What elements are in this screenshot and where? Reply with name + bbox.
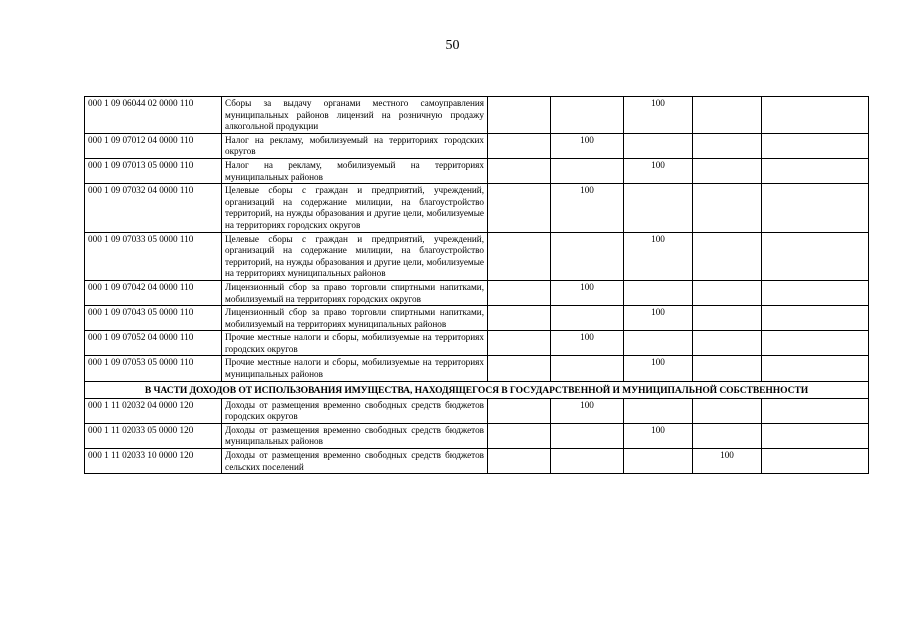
table-row [85, 158, 869, 183]
table-row [85, 331, 869, 356]
value-cell-empty [488, 398, 551, 423]
value-cell-rural-settlements [693, 423, 762, 448]
revenue-name-cell: Прочие местные налоги и сборы, мобилизуемые на территориях городских округов [222, 331, 488, 356]
value-cell-empty [488, 280, 551, 305]
value-cell-city-districts: 100 [551, 331, 624, 356]
value-cell-municipal-districts [624, 331, 693, 356]
budget-code-cell: 000 1 11 02033 05 0000 120 [85, 423, 222, 448]
value-cell-city-districts [551, 97, 624, 134]
value-cell-other [762, 133, 869, 158]
budget-code-cell: 000 1 09 07033 05 0000 110 [85, 232, 222, 280]
value-cell-empty [488, 158, 551, 183]
value-cell-municipal-districts: 100 [624, 423, 693, 448]
table-row [85, 280, 869, 305]
value-cell-empty [488, 97, 551, 134]
table-row [85, 306, 869, 331]
budget-code-cell: 000 1 09 07032 04 0000 110 [85, 184, 222, 232]
value-cell-city-districts [551, 449, 624, 474]
value-cell-other [762, 356, 869, 381]
value-cell-city-districts: 100 [551, 280, 624, 305]
value-cell-rural-settlements [693, 158, 762, 183]
value-cell-empty [488, 356, 551, 381]
value-cell-empty [488, 306, 551, 331]
table-row [85, 97, 869, 134]
revenue-name-cell: Доходы от размещения временно свободных средств бюджетов сельских поселений [222, 449, 488, 474]
value-cell-rural-settlements [693, 306, 762, 331]
value-cell-rural-settlements [693, 97, 762, 134]
value-cell-rural-settlements [693, 331, 762, 356]
section-header-row [85, 381, 869, 398]
value-cell-other [762, 449, 869, 474]
value-cell-municipal-districts: 100 [624, 232, 693, 280]
value-cell-other [762, 398, 869, 423]
value-cell-rural-settlements [693, 232, 762, 280]
value-cell-city-districts [551, 306, 624, 331]
revenue-name-cell: Доходы от размещения временно свободных средств бюджетов муниципальных районов [222, 423, 488, 448]
value-cell-rural-settlements [693, 398, 762, 423]
table-row [85, 398, 869, 423]
table-row [85, 232, 869, 280]
table-row [85, 449, 869, 474]
table-body-taxes [85, 97, 869, 382]
revenue-name-cell: Целевые сборы с граждан и предприятий, учреждений, организаций на содержание милиции, на благоустройство территорий, на нужды образования и другие цели, мобилизуемые на территориях муниципальных районов [222, 232, 488, 280]
revenue-name-cell: Сборы за выдачу органами местного самоуправления муниципальных районов лицензий на розничную продажу алкогольной продукции [222, 97, 488, 134]
value-cell-other [762, 280, 869, 305]
section-header: В ЧАСТИ ДОХОДОВ ОТ ИСПОЛЬЗОВАНИЯ ИМУЩЕСТВА, НАХОДЯЩЕГОСЯ В ГОСУДАРСТВЕННОЙ И МУНИЦИПАЛЬНОЙ СОБСТВЕННОСТИ [85, 381, 869, 398]
value-cell-empty [488, 449, 551, 474]
value-cell-empty [488, 423, 551, 448]
budget-code-cell: 000 1 09 06044 02 0000 110 [85, 97, 222, 134]
revenue-name-cell: Лицензионный сбор за право торговли спиртными напитками, мобилизуемый на территориях городских округов [222, 280, 488, 305]
value-cell-rural-settlements: 100 [693, 449, 762, 474]
value-cell-other [762, 97, 869, 134]
page-number: 50 [445, 38, 460, 53]
budget-code-cell: 000 1 09 07042 04 0000 110 [85, 280, 222, 305]
value-cell-municipal-districts [624, 184, 693, 232]
value-cell-other [762, 306, 869, 331]
value-cell-city-districts [551, 356, 624, 381]
value-cell-city-districts [551, 158, 624, 183]
value-cell-municipal-districts: 100 [624, 158, 693, 183]
value-cell-city-districts: 100 [551, 133, 624, 158]
value-cell-empty [488, 184, 551, 232]
budget-code-cell: 000 1 09 07013 05 0000 110 [85, 158, 222, 183]
value-cell-city-districts [551, 232, 624, 280]
value-cell-municipal-districts: 100 [624, 97, 693, 134]
value-cell-other [762, 158, 869, 183]
revenue-name-cell: Налог на рекламу, мобилизуемый на территориях городских округов [222, 133, 488, 158]
table-row [85, 423, 869, 448]
value-cell-municipal-districts [624, 398, 693, 423]
table-row [85, 133, 869, 158]
table-body-section [85, 381, 869, 398]
revenue-name-cell: Доходы от размещения временно свободных средств бюджетов городских округов [222, 398, 488, 423]
value-cell-empty [488, 133, 551, 158]
value-cell-city-districts: 100 [551, 184, 624, 232]
budget-code-cell: 000 1 09 07012 04 0000 110 [85, 133, 222, 158]
value-cell-empty [488, 331, 551, 356]
budget-code-cell: 000 1 09 07043 05 0000 110 [85, 306, 222, 331]
value-cell-other [762, 423, 869, 448]
value-cell-city-districts [551, 423, 624, 448]
table-row [85, 356, 869, 381]
value-cell-municipal-districts: 100 [624, 306, 693, 331]
value-cell-rural-settlements [693, 356, 762, 381]
value-cell-other [762, 184, 869, 232]
value-cell-rural-settlements [693, 184, 762, 232]
budget-code-cell: 000 1 09 07052 04 0000 110 [85, 331, 222, 356]
value-cell-city-districts: 100 [551, 398, 624, 423]
value-cell-municipal-districts [624, 280, 693, 305]
value-cell-other [762, 232, 869, 280]
revenue-name-cell: Лицензионный сбор за право торговли спиртными напитками, мобилизуемый на территориях муниципальных районов [222, 306, 488, 331]
budget-code-cell: 000 1 11 02032 04 0000 120 [85, 398, 222, 423]
value-cell-empty [488, 232, 551, 280]
value-cell-rural-settlements [693, 280, 762, 305]
value-cell-municipal-districts [624, 449, 693, 474]
revenue-classification-table [84, 96, 869, 474]
revenue-name-cell: Целевые сборы с граждан и предприятий, учреждений, организаций на содержание милиции, на благоустройство территорий, на нужды образования и другие цели, мобилизуемые на территориях городских округов [222, 184, 488, 232]
value-cell-rural-settlements [693, 133, 762, 158]
budget-code-cell: 000 1 11 02033 10 0000 120 [85, 449, 222, 474]
value-cell-municipal-districts: 100 [624, 356, 693, 381]
revenue-name-cell: Прочие местные налоги и сборы, мобилизуемые на территориях муниципальных районов [222, 356, 488, 381]
revenue-name-cell: Налог на рекламу, мобилизуемый на территориях муниципальных районов [222, 158, 488, 183]
value-cell-municipal-districts [624, 133, 693, 158]
value-cell-other [762, 331, 869, 356]
table-row [85, 184, 869, 232]
budget-code-cell: 000 1 09 07053 05 0000 110 [85, 356, 222, 381]
table-body-property-income [85, 398, 869, 474]
